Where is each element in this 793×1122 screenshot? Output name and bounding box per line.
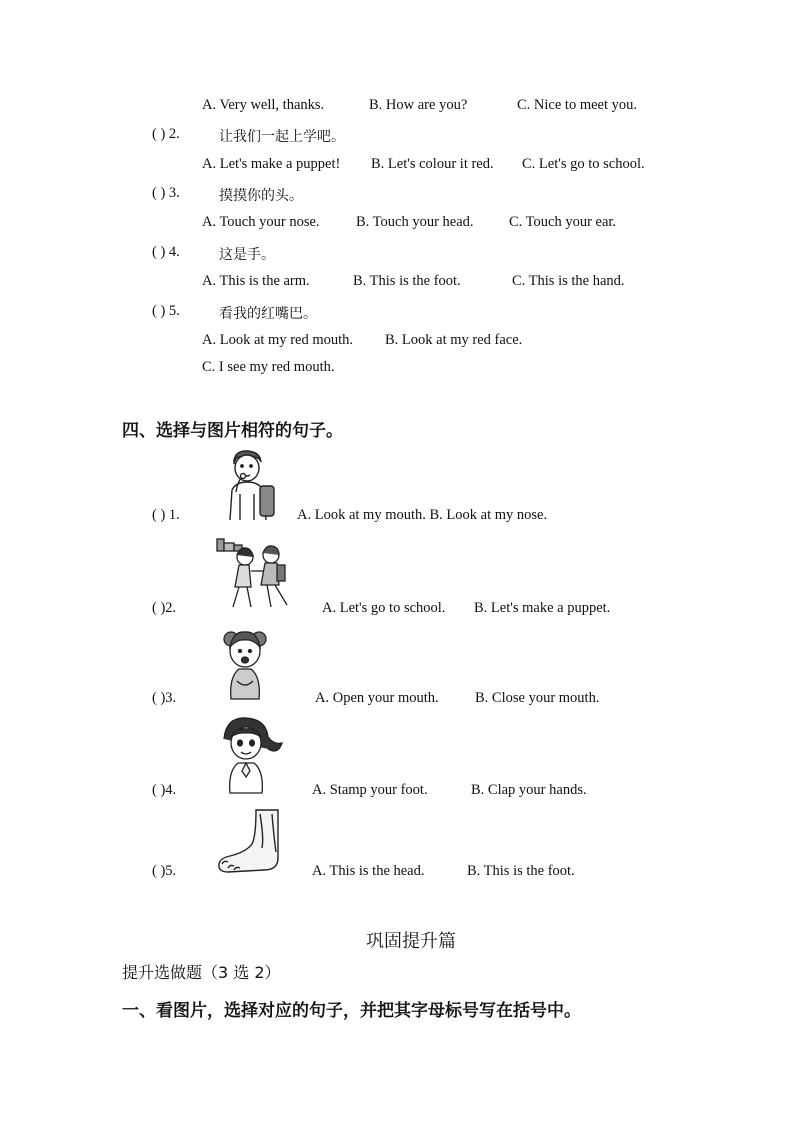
q3-chinese: 摸摸你的头。 [219,188,303,204]
q5-option-c: C. I see my red mouth. [202,359,335,375]
q2-paren: ( ) 2. [152,126,180,142]
q1-option-a: A. Very well, thanks. [202,97,325,113]
s4-q2-paren: ( )2. [152,600,177,616]
girl-with-open-mouth-icon [219,625,271,701]
kids-walking-to-school-icon [215,535,297,613]
foot-icon [216,808,282,876]
q3-option-c: C. Touch your ear. [509,214,617,230]
s4-q3-option-a: A. Open your mouth. [315,690,439,706]
q5-paren: ( ) 5. [152,303,180,319]
s4-q1-paren: ( ) 1. [152,507,180,523]
s4-q5-option-a: A. This is the head. [312,863,425,879]
q5-chinese: 看我的红嘴巴。 [219,306,317,322]
consolidation-heading: 一、看图片，选择对应的句子，并把其字母标号写在括号中。 [122,1001,581,1021]
q1-option-b: B. How are you? [369,97,468,113]
s4-q2-option-b: B. Let's make a puppet. [474,600,611,616]
s4-q4-option-a: A. Stamp your foot. [312,782,428,798]
q2-option-a: A. Let's make a puppet! [202,156,341,172]
boy-pointing-to-mouth-icon [216,448,278,522]
q3-paren: ( ) 3. [152,185,180,201]
q3-option-a: A. Touch your nose. [202,214,320,230]
q1-option-c: C. Nice to meet you. [517,97,638,113]
s4-q5-option-b: B. This is the foot. [467,863,575,879]
q3-option-b: B. Touch your head. [356,214,474,230]
s4-q1-options: A. Look at my mouth. B. Look at my nose. [297,507,548,523]
q4-option-c: C. This is the hand. [512,273,625,289]
s4-q5-paren: ( )5. [152,863,177,879]
s4-q2-option-a: A. Let's go to school. [322,600,446,616]
consolidation-subtitle: 提升选做题（3 选 2） [122,963,281,982]
q4-option-b: B. This is the foot. [353,273,461,289]
q4-chinese: 这是手。 [219,247,275,263]
s4-q3-paren: ( )3. [152,690,177,706]
section4-heading: 四、选择与图片相符的句子。 [122,421,343,441]
q2-option-b: B. Let's colour it red. [371,156,494,172]
q4-paren: ( ) 4. [152,244,180,260]
s4-q4-option-b: B. Clap your hands. [471,782,587,798]
q2-option-c: C. Let's go to school. [522,156,645,172]
q5-option-a: A. Look at my red mouth. [202,332,354,348]
consolidation-title: 巩固提升篇 [366,931,456,952]
girl-clapping-hands-icon [216,715,286,795]
s4-q3-option-b: B. Close your mouth. [475,690,600,706]
s4-q4-paren: ( )4. [152,782,177,798]
q2-chinese: 让我们一起上学吧。 [219,129,345,145]
q5-option-b: B. Look at my red face. [385,332,523,348]
q4-option-a: A. This is the arm. [202,273,310,289]
